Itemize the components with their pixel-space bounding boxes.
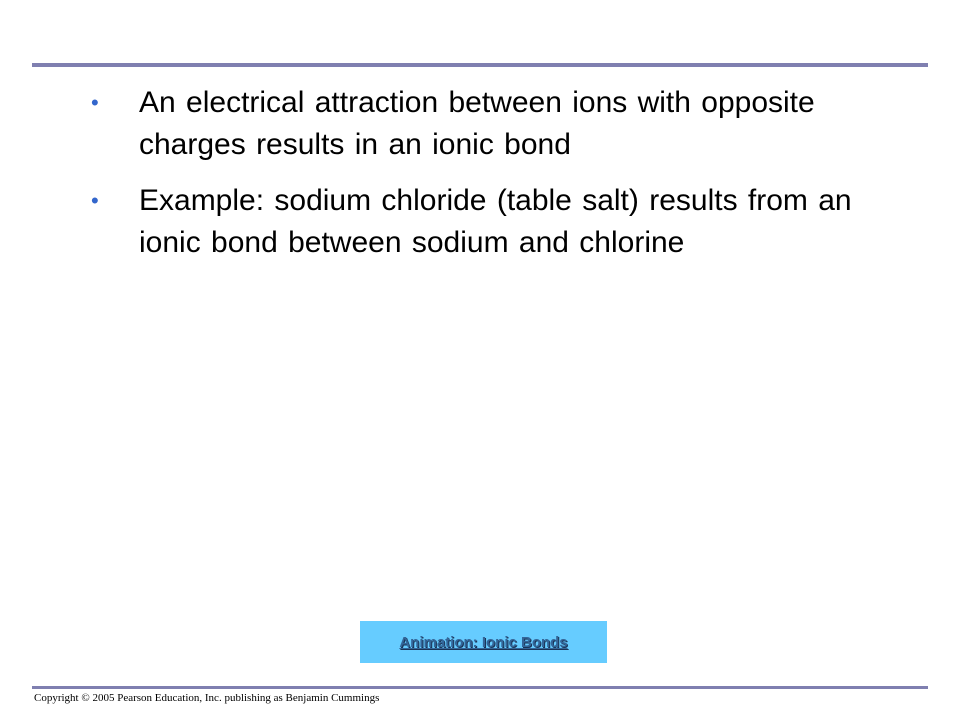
bottom-divider bbox=[32, 686, 928, 689]
bullet-text: An electrical attraction between ions with opposite charges results in an ionic bond bbox=[139, 86, 815, 161]
bullet-icon: • bbox=[91, 188, 99, 213]
bullet-text: Example: sodium chloride (table salt) results from an ionic bond between sodium and chlorine bbox=[139, 184, 852, 259]
bullet-item bbox=[90, 82, 890, 166]
animation-link-button[interactable] bbox=[360, 621, 607, 663]
bullet-item bbox=[90, 180, 890, 264]
copyright-text: Copyright © 2005 Pearson Education, Inc. publishing as Benjamin Cummings bbox=[34, 692, 380, 704]
top-divider bbox=[32, 63, 928, 67]
animation-link-label[interactable]: Animation: Ionic Bonds bbox=[399, 633, 568, 651]
bullet-icon: • bbox=[91, 90, 99, 115]
bullet-list bbox=[90, 82, 890, 278]
